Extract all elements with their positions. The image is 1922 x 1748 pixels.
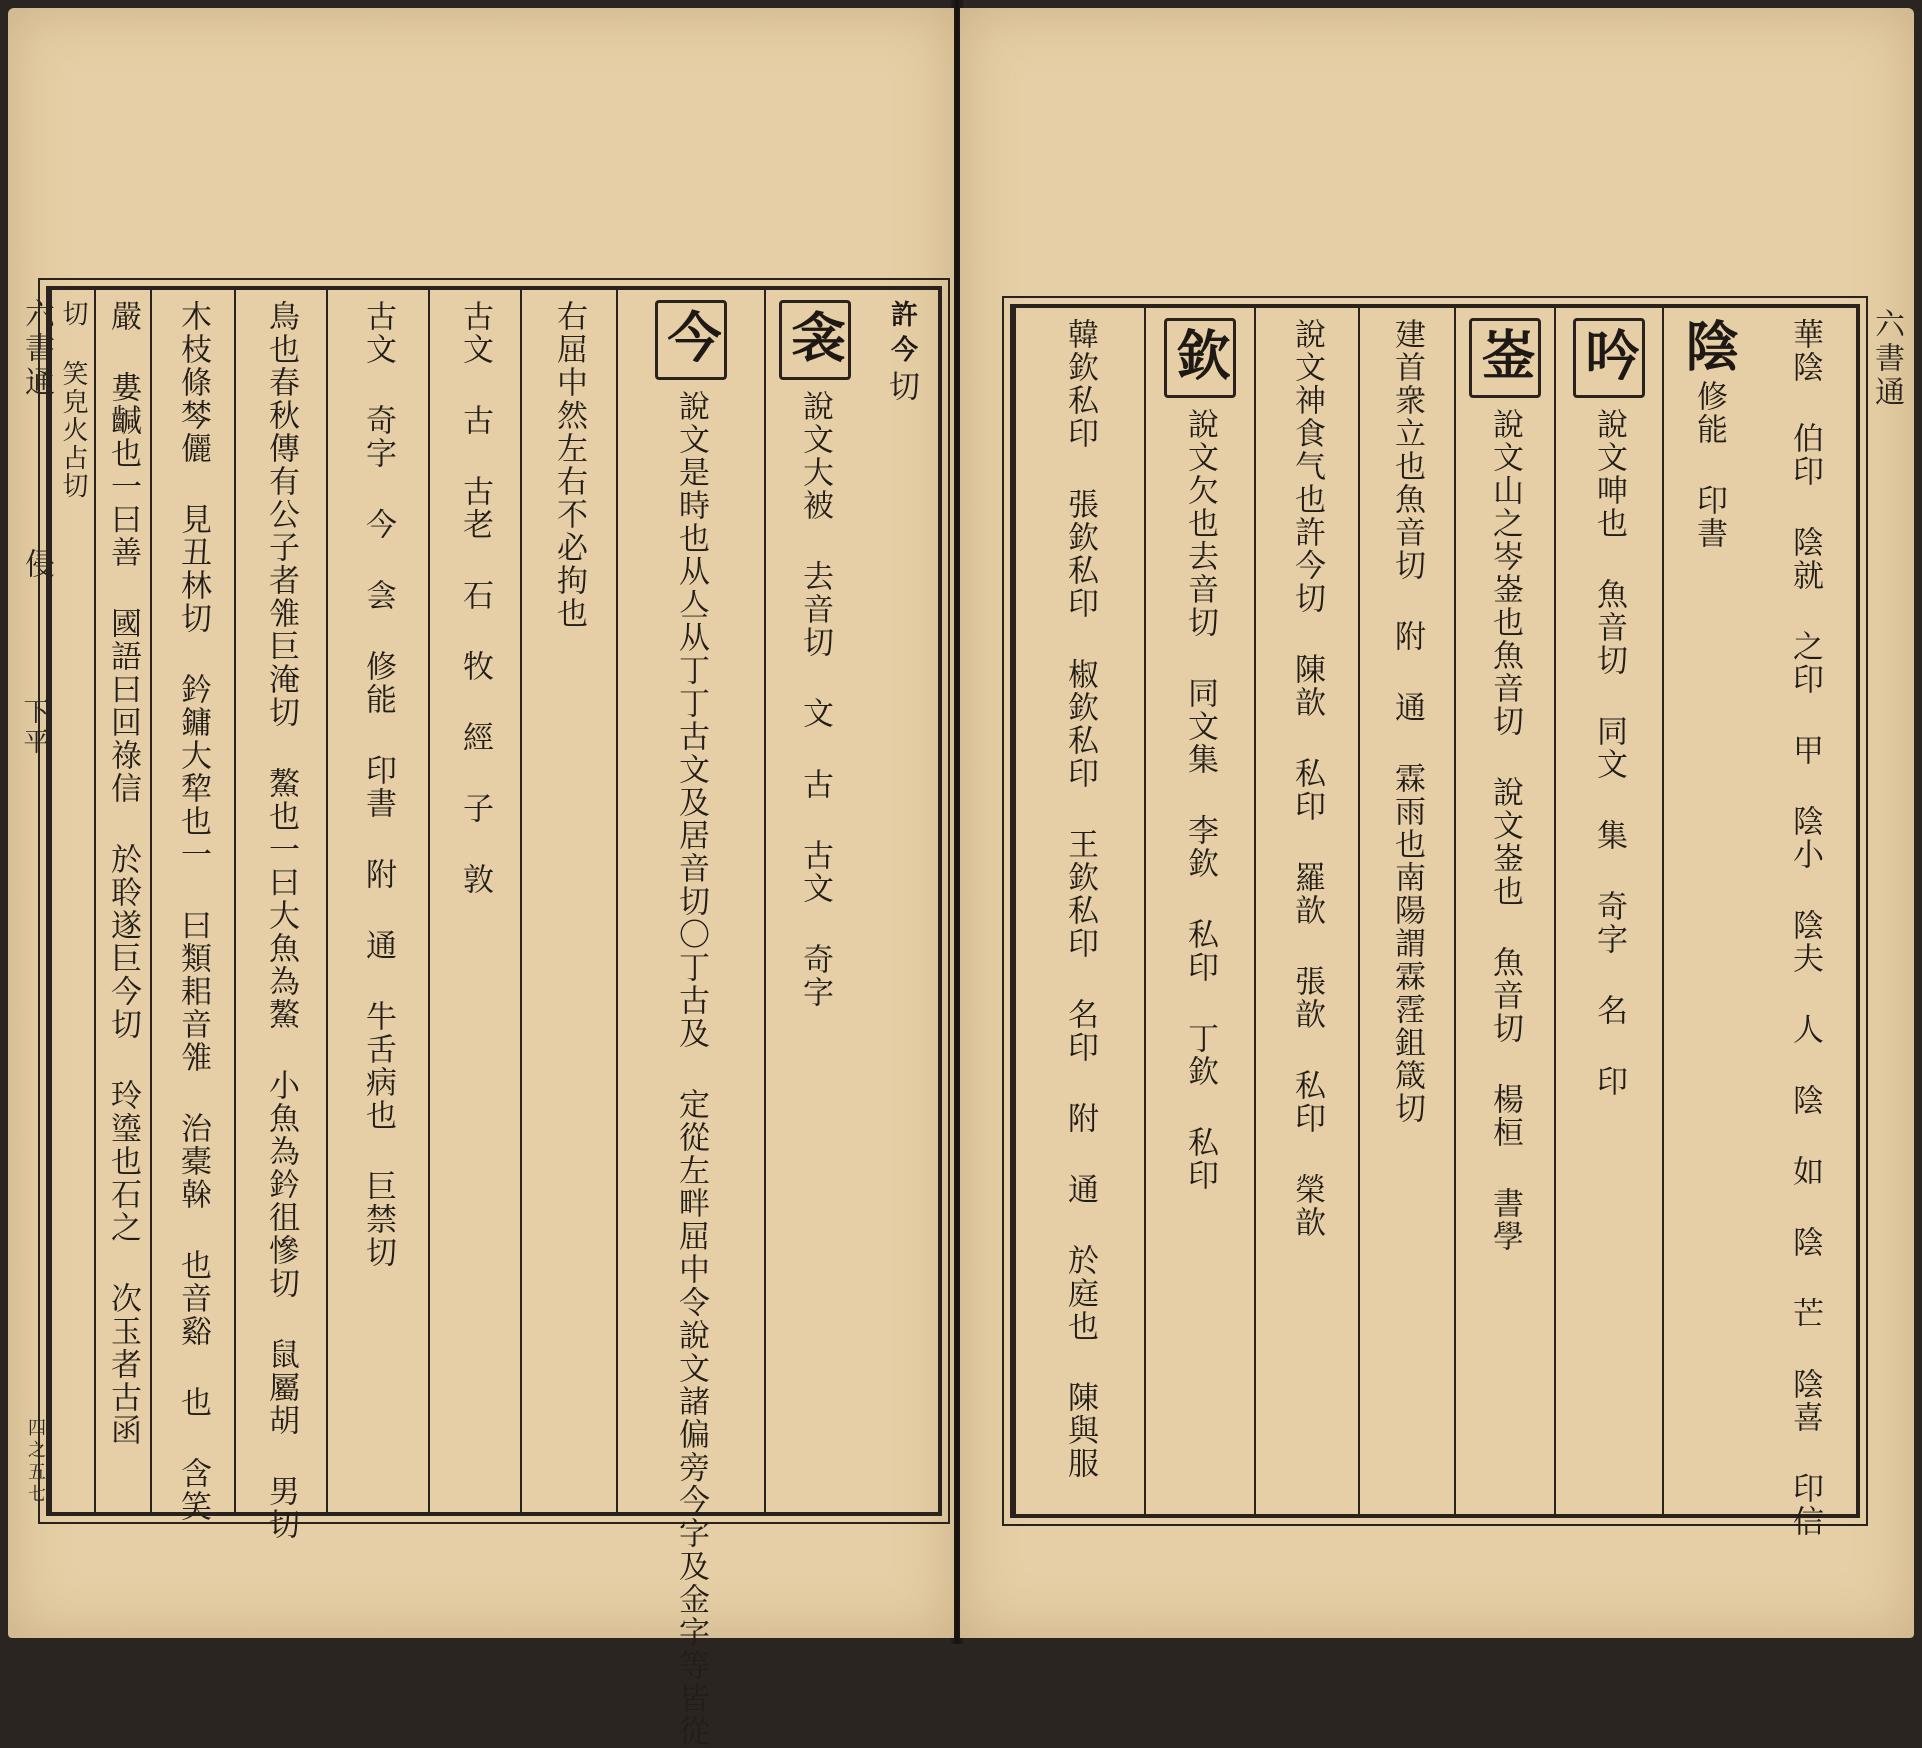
column-4 bbox=[1454, 308, 1554, 1514]
entry-character: 衾 bbox=[779, 300, 851, 380]
column-text: 木枝條棽儷 見丑林切 鈐鏞大犂也一 曰類耜音雂 治橐榦 也音谿 也 含笑 bbox=[175, 300, 211, 1523]
column-1 bbox=[1754, 308, 1856, 1538]
margin-book-title: 六書通 bbox=[1869, 308, 1904, 410]
column-text: 鳥也春秋傳有公子者雂巨淹切 鰲也一曰大魚為鰲 小魚為鈐徂慘切 鼠屬胡 男切 bbox=[263, 300, 299, 1541]
margin-book-title: 六書通 bbox=[19, 298, 54, 400]
column-5 bbox=[1358, 308, 1454, 1514]
column-text: 說文是時也从亼从丁丁古文及居音切〇丁古及 定從左畔屈中令說文諸偏旁今字及金字等皆從 bbox=[673, 390, 709, 1748]
entry-character: 欽 bbox=[1164, 318, 1236, 398]
column-text: 右屈中然左右不必拘也 bbox=[551, 300, 587, 630]
column-8 bbox=[150, 290, 234, 1523]
column-4 bbox=[520, 290, 616, 1512]
column-text: 說文山之岑崟也魚音切 說文崟也 魚音切 楊桓 書學 bbox=[1487, 408, 1523, 1253]
column-text: 切 笑皃火占切 bbox=[58, 300, 88, 500]
column-text: 說文呻也 魚音切 同文 集 奇字 名 印 bbox=[1591, 408, 1627, 1098]
column-text: 說文大被 去音切 文 古 古文 奇字 bbox=[797, 390, 833, 1009]
column-2 bbox=[1662, 308, 1754, 1514]
column-1 bbox=[864, 290, 938, 1512]
column-3 bbox=[616, 290, 764, 1748]
right-page bbox=[960, 8, 1914, 1638]
column-6 bbox=[1254, 308, 1358, 1514]
right-text-frame bbox=[1010, 304, 1860, 1538]
entry-character: 吟 bbox=[1573, 318, 1645, 398]
page-number: 四之五七 bbox=[25, 1418, 46, 1506]
margin-rhyme: 侵 bbox=[19, 548, 54, 582]
column-9 bbox=[94, 290, 150, 1512]
column-text: 嚴 婁䶢也一曰善 國語曰回祿信 於聆遂巨今切 玲瑬也石之 次玉者古函 bbox=[105, 300, 141, 1447]
left-page bbox=[8, 8, 954, 1748]
column-text: 古文 奇字 今 侌 修能 印書 附 通 牛舌病也 巨禁切 bbox=[360, 300, 396, 1269]
entry-character: 今 bbox=[655, 300, 727, 380]
column-2 bbox=[764, 290, 864, 1512]
column-8 bbox=[1014, 308, 1144, 1514]
column-3 bbox=[1554, 308, 1662, 1514]
margin-tone: 下平 bbox=[19, 698, 49, 758]
column-head: 許今 bbox=[886, 300, 917, 370]
column-6 bbox=[326, 290, 428, 1512]
column-text: 建首衆立也魚音切 附 通 霖雨也南陽謂霖䨙鉏箴切 bbox=[1389, 318, 1425, 1125]
column-7 bbox=[234, 290, 326, 1541]
column-5 bbox=[428, 290, 520, 1512]
column-text: 古文 古 古老 石 牧 經 子 敦 bbox=[457, 300, 493, 896]
column-7 bbox=[1144, 308, 1254, 1514]
column-text: 韓欽私印 張欽私印 椒欽私印 王欽私印 名印 附 通 於庭也 陳與服 bbox=[1062, 318, 1098, 1480]
left-text-frame bbox=[46, 286, 942, 1748]
column-10 bbox=[50, 290, 94, 1512]
column-text: 說文欠也去音切 同文集 李欽 私印 丁欽 私印 bbox=[1182, 408, 1218, 1192]
column-text: 說文神食气也許今切 陳歆 私印 羅歆 張歆 私印 榮歆 bbox=[1289, 318, 1325, 1239]
column-text: 切 bbox=[883, 370, 919, 403]
entry-character: 陰 bbox=[1677, 318, 1741, 380]
column-text: 修能 印書 bbox=[1691, 380, 1727, 550]
column-text: 華陰 伯印 陰就 之印 甲 陰小 陰夫 人 陰 如 陰 芒 陰喜 印信 bbox=[1787, 318, 1823, 1538]
entry-character: 崟 bbox=[1469, 318, 1541, 398]
